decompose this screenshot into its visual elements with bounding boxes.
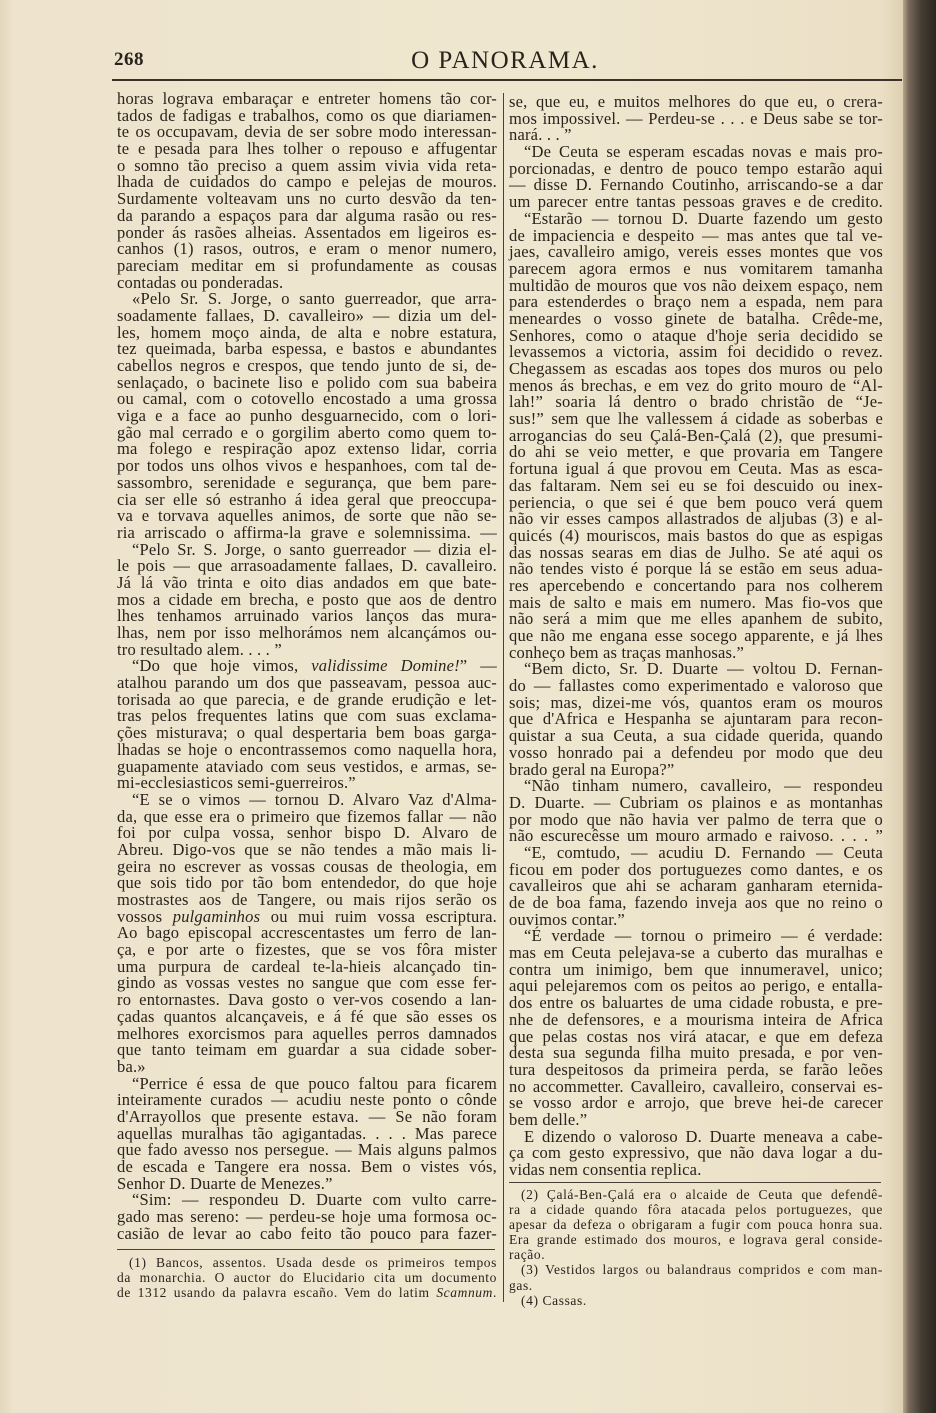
text-run: Já lá vão trinta e oito dias andados em que bate-: [117, 572, 497, 592]
text-run: ma folego e respiração apoz extenso lidar, corria: [117, 439, 497, 459]
paragraph: [509, 842, 883, 929]
text-run: apesar da defeza o obrigaram a fugir com pouca honra sua.: [509, 1217, 883, 1233]
text-line: [509, 1262, 883, 1277]
text-run: “Não tinham numero, cavalleiro, — respondeu: [524, 776, 883, 796]
page-edge-shadow: [903, 0, 936, 1413]
header-rule: [112, 79, 902, 81]
paragraph: [117, 539, 497, 659]
text-run: periencia, o que sei é que bem pouco verá quem: [509, 492, 883, 512]
text-run: soadamente fallaes, D. cavalleiro» — dizia um del-: [117, 305, 497, 325]
text-run: lah!” soaria lá dentro o brado christão de “Je-: [509, 392, 883, 412]
text-run: se, que eu, e muitos melhores do que eu, o crera-: [509, 92, 883, 111]
text-run: (1) Bancos, assentos. Usada desde os primeiros tempos: [129, 1255, 497, 1270]
text-run: arrogancias do seu Çalá-Ben-Çalá (2), que presumi-: [509, 425, 883, 445]
footnote: [117, 1255, 497, 1300]
text-run: guapamente ataviado com seus vestidos, e armas, se-: [117, 756, 497, 776]
text-run: contra um inimigo, bem que innumeravel, unico;: [509, 959, 883, 979]
text-run: “Bem dicto, Sr. D. Duarte — voltou D. Fernan-: [524, 659, 883, 679]
text-run: que pelas costas nos virá atacar, e que em defeza: [509, 1026, 883, 1046]
text-run: ria arriscado o affirma-la grave e solemnissima. —: [117, 522, 497, 542]
text-run: va e torvava aquelles animos, de sorte que não se-: [117, 506, 497, 526]
column-divider: [503, 93, 504, 1302]
text-run: que d'Africa e Hespanha se ajuntaram para recon-: [509, 709, 883, 729]
italic-text: validissime Domine!: [311, 656, 460, 676]
text-run: aquellas muralhas tão agigantadas. . . . Mas parece: [117, 1123, 497, 1143]
text-line: [509, 1278, 883, 1293]
text-run: viga e a face ao punho desguarnecido, com o lori-: [117, 406, 497, 426]
text-run: tados de fadigas e trabalhos, como os que diariamen-: [117, 105, 497, 125]
left-footnotes: [117, 1255, 497, 1300]
text-run: “E se o vimos — tornou D. Alvaro Vaz d'Alma-: [132, 789, 497, 809]
text-run: ra a cidade quando fôra atacada pelos portuguezes, que: [509, 1202, 883, 1218]
text-run: que não me engana esse socego apparente, e já lhes: [509, 626, 883, 645]
text-run: «Pelo Sr. S. Jorge, o santo guerreador, que arra-: [132, 289, 497, 309]
text-run: ça, e por arte o fizestes, que se vos fôra mister: [117, 940, 497, 960]
text-run: do ahi se veio metter, e que provaria em Tangere: [509, 442, 883, 462]
text-run: de de boa fama, fazendo inveja aos que no reino o: [509, 893, 883, 912]
text-run: lhadas se hoje o encontrassemos como naquella hora,: [117, 739, 497, 759]
text-run: tras pelos frequentes latins que com suas exclama-: [117, 706, 497, 726]
text-line: [117, 1223, 497, 1243]
text-run: jaes, cavalleiro amigo, vereis esses montes que vos: [509, 242, 883, 262]
text-run: de escada e Tangere era nossa. Bem o vistes vós,: [117, 1157, 497, 1176]
text-run: horas lograva embaraçar e entreter homens tão cor-: [117, 89, 497, 108]
paragraph: [509, 928, 883, 1128]
text-run: geira no escrever as vossas cousas de theologia, em: [117, 856, 497, 876]
text-run: quicés (4) mouriscos, mais bastos do que as espigas: [509, 525, 883, 545]
paragraph: [509, 144, 883, 211]
text-run: gas.: [509, 1277, 533, 1293]
text-run: lhas, nem por isso melhorámos nem alcançámos ou-: [117, 623, 497, 642]
text-run: .: [493, 1285, 497, 1301]
text-run: pareciam meditar em si profundamente as cousas: [117, 255, 497, 275]
text-run: (2) Çalá-Ben-Çalá era o alcaide de Ceuta que defendê-: [521, 1187, 883, 1202]
text-run: Ao bago episcopal accrescentastes um ferro de lan-: [117, 923, 497, 943]
paragraph: [117, 789, 498, 1076]
paragraph: [117, 658, 497, 792]
text-run: das faltaram. Nem sei eu se foi descuido ou inex-: [509, 475, 883, 495]
text-run: conheço bem as traças manhosas.”: [509, 642, 745, 662]
text-run: cavalleiros que ahi se acharam ganharam eternida-: [509, 876, 883, 896]
text-run: não escurecêsse um mouro armado e raivoso. . . . ”: [509, 826, 883, 846]
text-run: le pois — que arrasoadamente fallaes, D. cavalleiro.: [117, 556, 497, 576]
text-run: de 1312 usando da palavra escaño. Vem do latim: [117, 1285, 437, 1301]
text-run: da monarchia. O auctor do Elucidario cita um documento: [117, 1270, 497, 1286]
text-run: melhores exorcismos para aquelles perros damnados: [117, 1023, 497, 1043]
page-number: 268: [114, 49, 144, 70]
text-run: inteiramente curados — acudiu neste ponto o cônde: [117, 1090, 497, 1110]
text-run: sassombro, serenidade e segurança, que bem pare-: [117, 472, 497, 492]
text-run: sois; mas, dizei-me vós, quantos eram os mouros: [509, 692, 883, 712]
text-run: gindo as vossas vestes no sangue que com esse fer-: [117, 973, 497, 993]
text-run: D. Duarte. — Cubriam os plainos e as montanhas: [509, 792, 883, 812]
text-run: vosso honrado pai a defendeu por modo que deu: [509, 742, 883, 762]
text-run: Senhores, como o ataque d'hoje seria decidido se: [509, 325, 883, 345]
text-run: sus!” sem que lhe vallessem á cidade as soberbas e: [509, 409, 883, 429]
text-line: [117, 1270, 497, 1285]
text-run: para estenderdes o braço nem a espada, nem para: [509, 292, 883, 312]
text-run: mi-ecclesiasticos semi-guerreiros.”: [117, 773, 356, 793]
footnote-rule: [509, 1182, 881, 1183]
text-run: aqui pelejaremos com os peitos ao perigo, e entalla-: [509, 976, 883, 996]
text-run: mos impossivel. — Perdeu-se . . . e Deus sabe se tor-: [509, 108, 883, 128]
footnote: [509, 1262, 883, 1292]
text-line: [509, 1202, 883, 1217]
text-run: nará. . . ”: [509, 125, 572, 145]
text-run: cia ser elle só estranho á idea geral que preoccupa-: [117, 489, 497, 509]
paragraph: [509, 778, 883, 845]
text-run: “De Ceuta se esperam escadas novas e mais pro-: [524, 142, 883, 162]
text-run: ções misturava; o qual despertaria bem boas garga-: [117, 723, 497, 743]
left-column-text: [117, 91, 497, 1242]
text-run: parecem agora ermos e nus vomitarem tamanha: [509, 258, 883, 278]
text-run: brado geral na Europa?”: [509, 759, 675, 779]
footnote: [509, 1293, 883, 1308]
text-run: vidas nem consentia replica.: [509, 1160, 702, 1179]
paragraph: [509, 1126, 883, 1179]
text-run: d'Arrayollos que presente estava. — Se não foram: [117, 1106, 497, 1126]
text-run: “É verdade — tornou o primeiro — é verdade:: [524, 926, 883, 946]
text-run: da, que esse era o primeiro que fizemos fallar — não: [117, 806, 497, 826]
text-run: porcionadas, e dentro de pouco tempo estarão aqui: [509, 158, 883, 178]
text-run: vossos: [117, 906, 173, 926]
text-run: nhe de defensores, e a mourisma inteira de Africa: [509, 1009, 883, 1029]
text-line: [117, 1285, 497, 1300]
text-run: Abreu. Digo-vos que se não tendes a mão mais li-: [117, 839, 497, 859]
text-run: ” —: [459, 656, 497, 676]
text-run: que sois tido por tão bom entendedor, do que hoje: [117, 873, 497, 893]
text-run: — disse D. Fernando Coutinho, arriscando-se a dar: [509, 175, 883, 195]
text-run: “Estarão — tornou D. Duarte fazendo um gesto: [524, 208, 883, 228]
paragraph: [509, 94, 883, 144]
text-run: atalhou parando um dos que passeavam, pessoa auc-: [117, 673, 497, 693]
text-run: se vosso ardor e arrojo, que breve hei-de carecer: [509, 1093, 883, 1113]
text-run: senlaçado, o bacinete liso e polido com sua babeira: [117, 372, 497, 392]
text-run: dos entre os baluartes de uma cidade robusta, e pre-: [509, 993, 883, 1013]
text-run: meneardes o vosso ginete de batalha. Crêde-me,: [509, 308, 883, 328]
text-run: mais de salto e mais em numero. Mas fio-vos que: [509, 592, 883, 612]
text-run: ou camal, com o cotovello encostado a uma grossa: [117, 389, 497, 409]
text-run: “Pelo Sr. S. Jorge, o santo guerreador — dizia el-: [132, 539, 497, 559]
text-run: tura despeitosos da primeira perda, se farão leões: [509, 1059, 883, 1079]
italic-text: pulgaminhos: [172, 906, 261, 926]
page-title: O PANORAMA.: [411, 47, 599, 74]
text-run: çadas quantos alcançaveis, e á fé que são esses os: [117, 1006, 497, 1026]
text-run: res apercebendo e concertando para nos colherem: [509, 575, 883, 595]
paragraph: [117, 1073, 497, 1193]
text-run: fortuna igual á que provou em Ceuta. Mas as esca-: [509, 459, 883, 479]
paragraph: [117, 1192, 497, 1242]
text-run: lhes tenhamos arruinado varios lanços das mura-: [117, 606, 497, 626]
footnote: [509, 1187, 883, 1262]
text-run: (3) Vestidos largos ou balandraus compridos e com man-: [521, 1262, 883, 1278]
text-line: [509, 1217, 883, 1232]
text-run: mos a cidade em brecha, e posto que aos de dentro: [117, 589, 497, 609]
text-run: ro entornastes. Dava gosto o ver-vos cosendo a lan-: [117, 990, 497, 1010]
text-run: Surdamente volteavam uns no curto desvão da ten-: [117, 189, 497, 209]
text-run: “Do que hoje vimos,: [132, 656, 312, 676]
text-run: desta sua segunda filha muito presada, e por ven-: [509, 1043, 883, 1063]
italic-text: Scamnum: [436, 1285, 494, 1301]
text-run: te os occupavam, devia de ser sobre modo interessan-: [117, 122, 497, 142]
paragraph: [509, 208, 883, 662]
text-run: que tanto teimam em guardar a sua cidade sober-: [117, 1040, 497, 1060]
paragraph: [117, 91, 497, 291]
text-run: Chegassem as escadas aos topes dos muros ou pelo: [509, 359, 883, 378]
text-run: levassemos a victoria, assim foi decidido o revez.: [509, 342, 883, 362]
text-run: de impaciencia e despeito — mas antes que tal ve-: [509, 225, 883, 245]
text-run: ça com gesto expressivo, que não dava logar a du-: [509, 1143, 883, 1163]
text-run: tez queimada, barba espessa, e bastos e abundantes: [117, 339, 497, 359]
text-run: quistar a sua Ceuta, a sua cidade querida, quando: [509, 726, 883, 746]
text-run: te e pesada para lhes tolher o repouso e affugentar: [117, 139, 497, 159]
text-run: mostrastes aos de Tangere, ou mais rijos serão os: [117, 890, 497, 909]
text-line: [509, 1232, 883, 1247]
text-line: [509, 1293, 883, 1308]
text-run: bem delle.”: [509, 1109, 588, 1129]
text-line: [117, 1255, 497, 1270]
text-run: ou mui ruim vossa escriptura.: [260, 906, 498, 926]
paragraph: [509, 661, 883, 778]
text-run: por modo que não havia ver palmo de terra que o: [509, 809, 883, 829]
text-run: ração.: [509, 1247, 546, 1263]
text-run: não vir esses campos allastrados de aljubas (3) e al-: [509, 509, 883, 529]
footnote-rule: [117, 1249, 495, 1250]
text-run: E dizendo o valoroso D. Duarte meneava a cabe-: [524, 1126, 883, 1146]
text-line: [509, 1187, 883, 1202]
text-run: o somno tão preciso a quem assim vivia vida reta-: [117, 155, 497, 175]
text-run: ponder ás rasões alheias. Assentados em ligeiros es-: [117, 222, 497, 242]
text-run: não tendes visto é porque lá se estão em seus adua-: [509, 559, 883, 579]
text-run: da parando a espaços para dar alguma rasão ou res-: [117, 205, 497, 225]
text-run: les, homem moço ainda, de alta e nobre estatura,: [117, 322, 497, 342]
text-run: “Perrice é essa de que pouco faltou para ficarem: [132, 1073, 497, 1093]
text-run: ba.»: [117, 1056, 146, 1076]
text-run: “E, comtudo, — acudiu D. Fernando — Ceuta: [524, 842, 883, 862]
text-run: lhada de cuidados do campo e pelejas de mouros.: [117, 172, 497, 192]
paragraph: [117, 291, 497, 541]
text-run: multidão de mouros que vos não deixem espaço, nem: [509, 275, 883, 295]
text-run: canhos (1) rasos, outros, e eram o menor numero,: [117, 239, 497, 259]
text-run: casião de levar ao cabo feito tão pouco para fazer-: [117, 1223, 497, 1243]
text-run: no accommetter. Cavalleiro, cavalleiro, conservai es-: [509, 1076, 883, 1096]
text-run: das nossas searas em dias de Julho. Se até aqui os: [509, 542, 883, 562]
text-run: ouvimos contar.”: [509, 909, 625, 929]
text-run: tro resultado alem. . . . ”: [117, 639, 282, 659]
text-run: gado mas sereno: — perdeu-se hoje uma formosa oc-: [117, 1207, 497, 1227]
text-run: (4) Cassas.: [521, 1292, 587, 1308]
text-run: uma purpura de cardeal te-la-hieis alcançado tin-: [117, 956, 497, 976]
text-run: foi por culpa vossa, senhor bispo D. Alvaro de: [117, 823, 497, 843]
text-run: “Sim: — respondeu D. Duarte com vulto carre-: [132, 1190, 497, 1210]
right-footnotes: [509, 1187, 883, 1308]
text-line: [117, 1042, 497, 1059]
text-run: Senhor D. Duarte de Menezes.”: [117, 1173, 333, 1193]
text-run: por todos uns olhos vivos e hespanhoes, com tal de-: [117, 456, 497, 476]
text-line: [509, 1162, 883, 1179]
text-run: que fado avesso nos persegue. — Mais alguns palmos: [117, 1140, 497, 1160]
text-run: contadas ou ponderadas.: [117, 272, 284, 292]
text-run: do — fallastes como experimentado e valoroso que: [509, 676, 883, 696]
text-run: menos ás brechas, e em vez do grito mouro de “Al-: [509, 375, 883, 395]
text-run: um parecer entre tantas pessoas graves e de credito.: [509, 192, 883, 212]
right-column-text: [509, 94, 883, 1179]
text-run: mas em Ceuta pelejava-se a cuberto das muralhas e: [509, 943, 883, 963]
text-run: ficou em poder dos portuguezes como dantes, e os: [509, 859, 883, 879]
text-run: cabellos negros e crespos, que tendo junto de si, de-: [117, 356, 497, 375]
text-run: gão mal cerrado e o gorgilim aberto como quem to-: [117, 422, 497, 442]
text-line: [509, 1247, 883, 1262]
text-run: torisada ao que parecia, e de grande erudição e let-: [117, 689, 497, 709]
text-run: não será a mim que me elles apanhem de subito,: [509, 609, 883, 629]
text-run: Era grande estimado dos mouros, e lograva geral conside-: [509, 1232, 883, 1248]
